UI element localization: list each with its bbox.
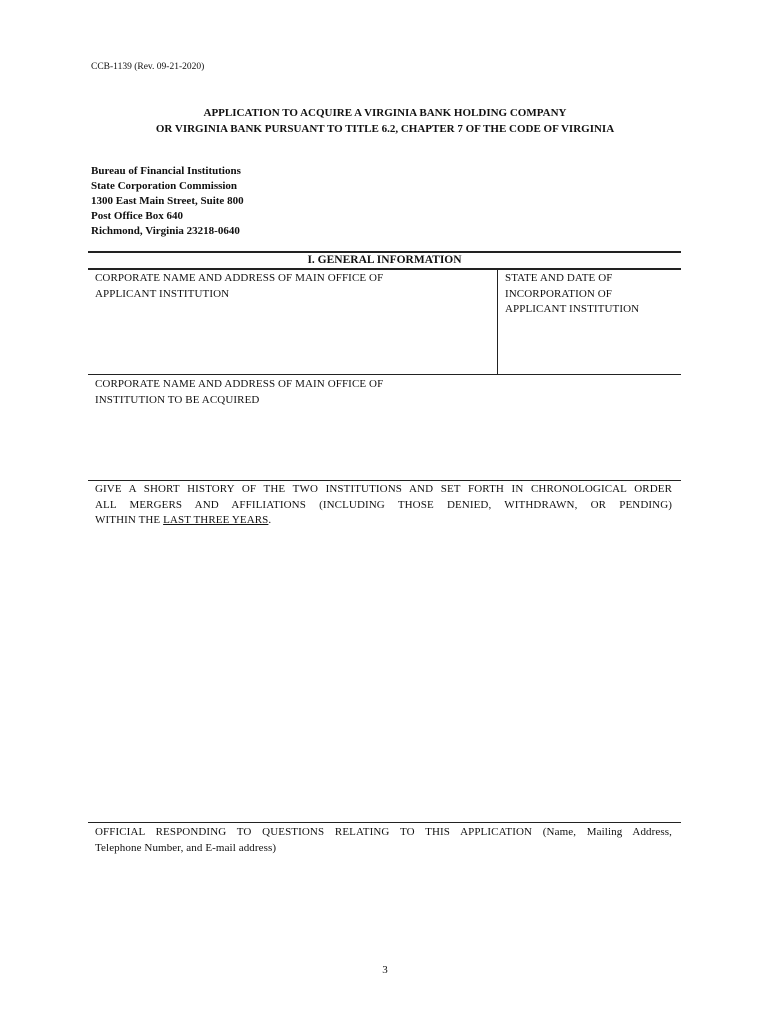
history-label-line-3 bbox=[95, 513, 672, 529]
title-line-1: APPLICATION TO ACQUIRE A VIRGINIA BANK HOLDING COMPANY bbox=[203, 107, 567, 119]
state-date-label-line-1: STATE AND DATE OF bbox=[505, 272, 613, 284]
history-label-line-2: ALL MERGERS AND AFFILIATIONS (INCLUDING THOSE DENIED, WITHDRAWN, OR PENDING) bbox=[95, 498, 672, 511]
form-id: CCB-1139 (Rev. 09-21-2020) bbox=[91, 62, 205, 72]
state-date-label-line-2: INCORPORATION OF bbox=[505, 287, 613, 300]
applicant-name-label bbox=[95, 271, 383, 302]
title-line-2: OR VIRGINIA BANK PURSUANT TO TITLE 6.2, CHAPTER 7 OF THE CODE OF VIRGINIA bbox=[155, 123, 615, 135]
acquired-name-label-line-2: INSTITUTION TO BE ACQUIRED bbox=[95, 393, 260, 406]
history-field[interactable] bbox=[92, 535, 677, 817]
state-date-label-line-3: APPLICANT INSTITUTION bbox=[505, 303, 640, 315]
official-field[interactable] bbox=[92, 860, 677, 950]
applicant-name-label-line-2: APPLICANT INSTITUTION bbox=[95, 287, 230, 300]
applicant-name-label-line-1: CORPORATE NAME AND ADDRESS OF MAIN OFFICE OF bbox=[95, 272, 384, 284]
row-rule-2 bbox=[88, 480, 681, 481]
acquired-name-label bbox=[95, 377, 383, 408]
history-line-3-emphasis: LAST THREE YEARS bbox=[163, 514, 269, 526]
document-title bbox=[60, 105, 710, 137]
cell-divider bbox=[497, 270, 498, 375]
applicant-name-field[interactable] bbox=[92, 305, 492, 371]
official-label bbox=[95, 825, 672, 856]
section-heading: I. GENERAL INFORMATION bbox=[307, 254, 462, 266]
section-bottom-rule bbox=[88, 268, 681, 270]
bureau-address bbox=[91, 164, 244, 239]
address-line-3: 1300 East Main Street, Suite 800 bbox=[91, 195, 244, 207]
history-line-3-suffix: . bbox=[268, 514, 272, 526]
row-rule-3 bbox=[88, 822, 681, 823]
state-date-field[interactable] bbox=[502, 320, 678, 372]
official-label-line-2: Telephone Number, and E-mail address) bbox=[95, 841, 277, 854]
address-line-4: Post Office Box 640 bbox=[91, 210, 183, 222]
official-label-line-1: OFFICIAL RESPONDING TO QUESTIONS RELATING TO THIS APPLICATION (Name, Mailing Address, bbox=[95, 826, 672, 838]
address-line-5: Richmond, Virginia 23218-0640 bbox=[91, 225, 240, 237]
page-number: 3 bbox=[382, 964, 388, 976]
acquired-name-field[interactable] bbox=[92, 410, 677, 476]
address-line-2: State Corporation Commission bbox=[91, 180, 238, 192]
acquired-name-label-line-1: CORPORATE NAME AND ADDRESS OF MAIN OFFICE OF bbox=[95, 378, 384, 390]
section-top-rule bbox=[88, 251, 681, 253]
row-rule-1 bbox=[88, 374, 681, 375]
address-line-1: Bureau of Financial Institutions bbox=[91, 165, 241, 177]
history-label bbox=[95, 482, 672, 529]
history-line-3-prefix: WITHIN THE bbox=[95, 514, 164, 526]
history-label-line-1: GIVE A SHORT HISTORY OF THE TWO INSTITUTIONS AND SET FORTH IN CHRONOLOGICAL ORDER bbox=[95, 483, 672, 495]
state-date-label bbox=[505, 271, 639, 318]
